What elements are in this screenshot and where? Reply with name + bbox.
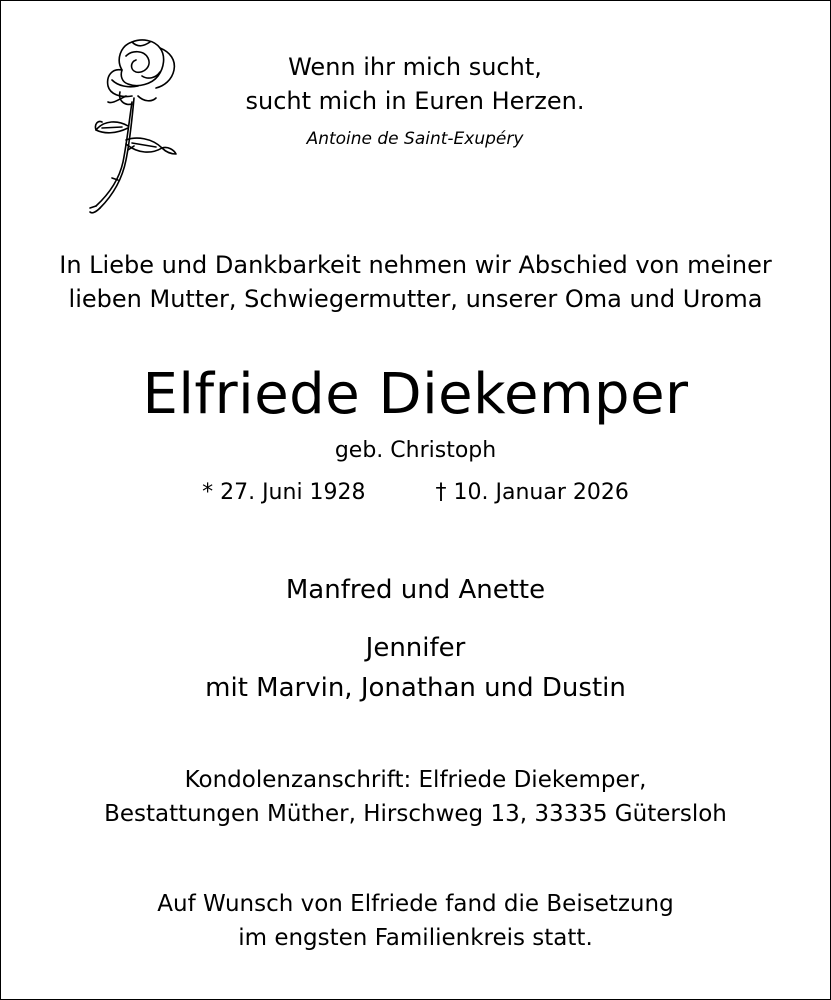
birth-date: * 27. Juni 1928 [202, 480, 366, 505]
family-line-1: Manfred und Anette [285, 575, 546, 605]
family-line-3: mit Marvin, Jonathan und Dustin [205, 673, 626, 703]
closing-line-1: Auf Wunsch von Elfriede fand die Beisetzung [157, 891, 674, 917]
dates-row [0, 480, 831, 505]
closing-line-2: im engsten Familienkreis statt. [238, 925, 593, 951]
family-line-2: Jennifer [365, 633, 466, 663]
quote-line-2: sucht mich in Euren Herzen. [245, 87, 585, 115]
condolence-line-1: Kondolenzanschrift: Elfriede Diekemper, [184, 767, 647, 793]
death-date: † 10. Januar 2026 [435, 480, 629, 505]
rose-icon [82, 30, 186, 220]
condolence-line-2: Bestattungen Müther, Hirschweg 13, 33335 Gütersloh [104, 801, 727, 827]
birth-name: geb. Christoph [334, 438, 497, 463]
quote-author: Antoine de Saint-Exupéry [306, 129, 524, 149]
deceased-name: Elfriede Diekemper [142, 362, 689, 427]
intro-line-2: lieben Mutter, Schwiegermutter, unserer Oma und Uroma [68, 285, 763, 313]
quote-line-1: Wenn ihr mich sucht, [288, 53, 542, 81]
intro-line-1: In Liebe und Dankbarkeit nehmen wir Abschied von meiner [59, 251, 772, 279]
